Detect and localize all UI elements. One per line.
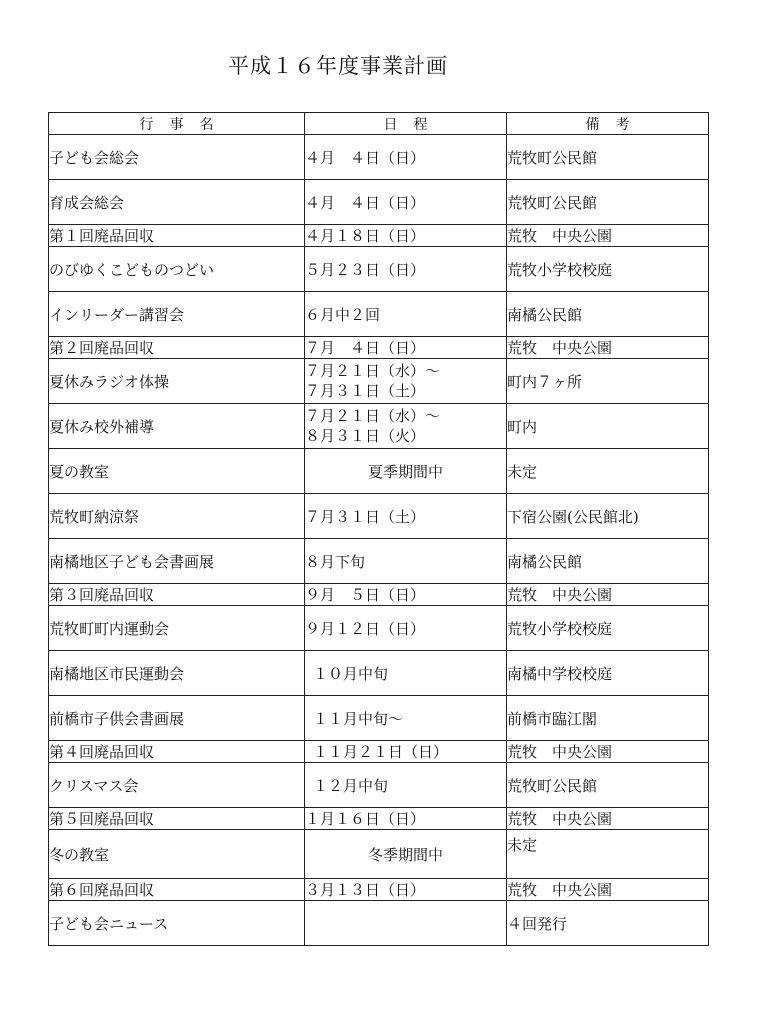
notes-cell: 荒牧町公民館: [507, 135, 709, 180]
notes-cell: ４回発行: [507, 901, 709, 946]
header-schedule: 日程: [305, 113, 507, 135]
table-row: [49, 539, 709, 584]
table-row: [49, 741, 709, 763]
event-name-cell: 子ども会ニュース: [49, 901, 305, 946]
event-name-cell: 第５回廃品回収: [49, 808, 305, 830]
schedule-cell: １１月中旬～: [305, 696, 507, 741]
table-row: [49, 606, 709, 651]
table-row: [49, 651, 709, 696]
schedule-cell: ４月 ４日（日）: [305, 135, 507, 180]
schedule-cell: ５月２３日（日）: [305, 247, 507, 292]
notes-cell: 未定: [507, 449, 709, 494]
event-name-cell: 夏休み校外補導: [49, 404, 305, 449]
header-event-name: 行事名: [49, 113, 305, 135]
table-header-row: [49, 113, 709, 135]
event-schedule-table: [48, 112, 709, 946]
event-name-cell: 荒牧町町内運動会: [49, 606, 305, 651]
notes-cell: 荒牧町公民館: [507, 763, 709, 808]
event-name-cell: 冬の教室: [49, 830, 305, 879]
schedule-cell: ９月１２日（日）: [305, 606, 507, 651]
notes-cell: 荒牧 中央公園: [507, 879, 709, 901]
notes-cell: 荒牧町公民館: [507, 180, 709, 225]
table-row: [49, 449, 709, 494]
event-name-cell: 第６回廃品回収: [49, 879, 305, 901]
notes-cell: 南橘公民館: [507, 292, 709, 337]
table-row: [49, 359, 709, 404]
notes-cell: 南橘公民館: [507, 539, 709, 584]
schedule-cell: ３月１３日（日）: [305, 879, 507, 901]
table-row: [49, 292, 709, 337]
schedule-cell: ４月 ４日（日）: [305, 180, 507, 225]
table-row: [49, 135, 709, 180]
event-name-cell: 荒牧町納涼祭: [49, 494, 305, 539]
notes-cell: 荒牧小学校校庭: [507, 606, 709, 651]
table-row: [49, 879, 709, 901]
table-row: [49, 901, 709, 946]
event-name-cell: 第１回廃品回収: [49, 225, 305, 247]
table-row: [49, 808, 709, 830]
event-name-cell: 第２回廃品回収: [49, 337, 305, 359]
event-name-cell: 育成会総会: [49, 180, 305, 225]
table-row: [49, 696, 709, 741]
table-row: [49, 830, 709, 879]
event-name-cell: 夏の教室: [49, 449, 305, 494]
schedule-start: ７月２１日（水）～: [305, 362, 441, 380]
page-title: 平成１６年度事業計画: [228, 54, 448, 78]
notes-cell: 下宿公園(公民館北): [507, 494, 709, 539]
notes-cell: 前橋市臨江閣: [507, 696, 709, 741]
header-notes: 備考: [507, 113, 709, 135]
event-name-cell: 第３回廃品回収: [49, 584, 305, 606]
event-name-cell: 夏休みラジオ体操: [49, 359, 305, 404]
notes-cell: 南橘中学校校庭: [507, 651, 709, 696]
table-row: [49, 763, 709, 808]
notes-cell: 町内: [507, 404, 709, 449]
schedule-cell: ９月 ５日（日）: [305, 584, 507, 606]
schedule-cell: [305, 359, 507, 404]
event-name-cell: 南橘地区子ども会書画展: [49, 539, 305, 584]
event-name-cell: インリーダー講習会: [49, 292, 305, 337]
table-row: [49, 180, 709, 225]
schedule-end: ８月３１日（火）: [305, 427, 426, 445]
notes-cell: 町内７ヶ所: [507, 359, 709, 404]
schedule-cell: ７月３１日（土）: [305, 494, 507, 539]
event-name-cell: 第４回廃品回収: [49, 741, 305, 763]
event-name-cell: 前橋市子供会書画展: [49, 696, 305, 741]
notes-cell: 荒牧 中央公園: [507, 337, 709, 359]
schedule-cell: 夏季期間中: [305, 449, 507, 494]
schedule-cell: ７月 ４日（日）: [305, 337, 507, 359]
schedule-cell: １月１６日（日）: [305, 808, 507, 830]
schedule-cell: １２月中旬: [305, 763, 507, 808]
event-name-cell: のびゆくこどものつどい: [49, 247, 305, 292]
notes-cell: 荒牧 中央公園: [507, 741, 709, 763]
schedule-cell: ６月中２回: [305, 292, 507, 337]
table-row: [49, 494, 709, 539]
event-name-cell: クリスマス会: [49, 763, 305, 808]
schedule-cell: 冬季期間中: [305, 830, 507, 879]
schedule-start: ７月２１日（水）～: [305, 407, 441, 425]
table-row: [49, 225, 709, 247]
notes-cell: 荒牧小学校校庭: [507, 247, 709, 292]
event-name-cell: 子ども会総会: [49, 135, 305, 180]
schedule-cell: １０月中旬: [305, 651, 507, 696]
schedule-end: ７月３１日（土）: [305, 382, 426, 400]
schedule-cell: １１月２１日（日）: [305, 741, 507, 763]
schedule-cell: [305, 901, 507, 946]
notes-cell: 荒牧 中央公園: [507, 808, 709, 830]
table-row: [49, 337, 709, 359]
schedule-cell: [305, 404, 507, 449]
schedule-cell: ４月１８日（日）: [305, 225, 507, 247]
notes-cell: 荒牧 中央公園: [507, 225, 709, 247]
table-row: [49, 404, 709, 449]
event-name-cell: 南橘地区市民運動会: [49, 651, 305, 696]
table-row: [49, 247, 709, 292]
table-row: [49, 584, 709, 606]
notes-cell: 未定: [507, 830, 709, 879]
notes-cell: 荒牧 中央公園: [507, 584, 709, 606]
schedule-cell: ８月下旬: [305, 539, 507, 584]
